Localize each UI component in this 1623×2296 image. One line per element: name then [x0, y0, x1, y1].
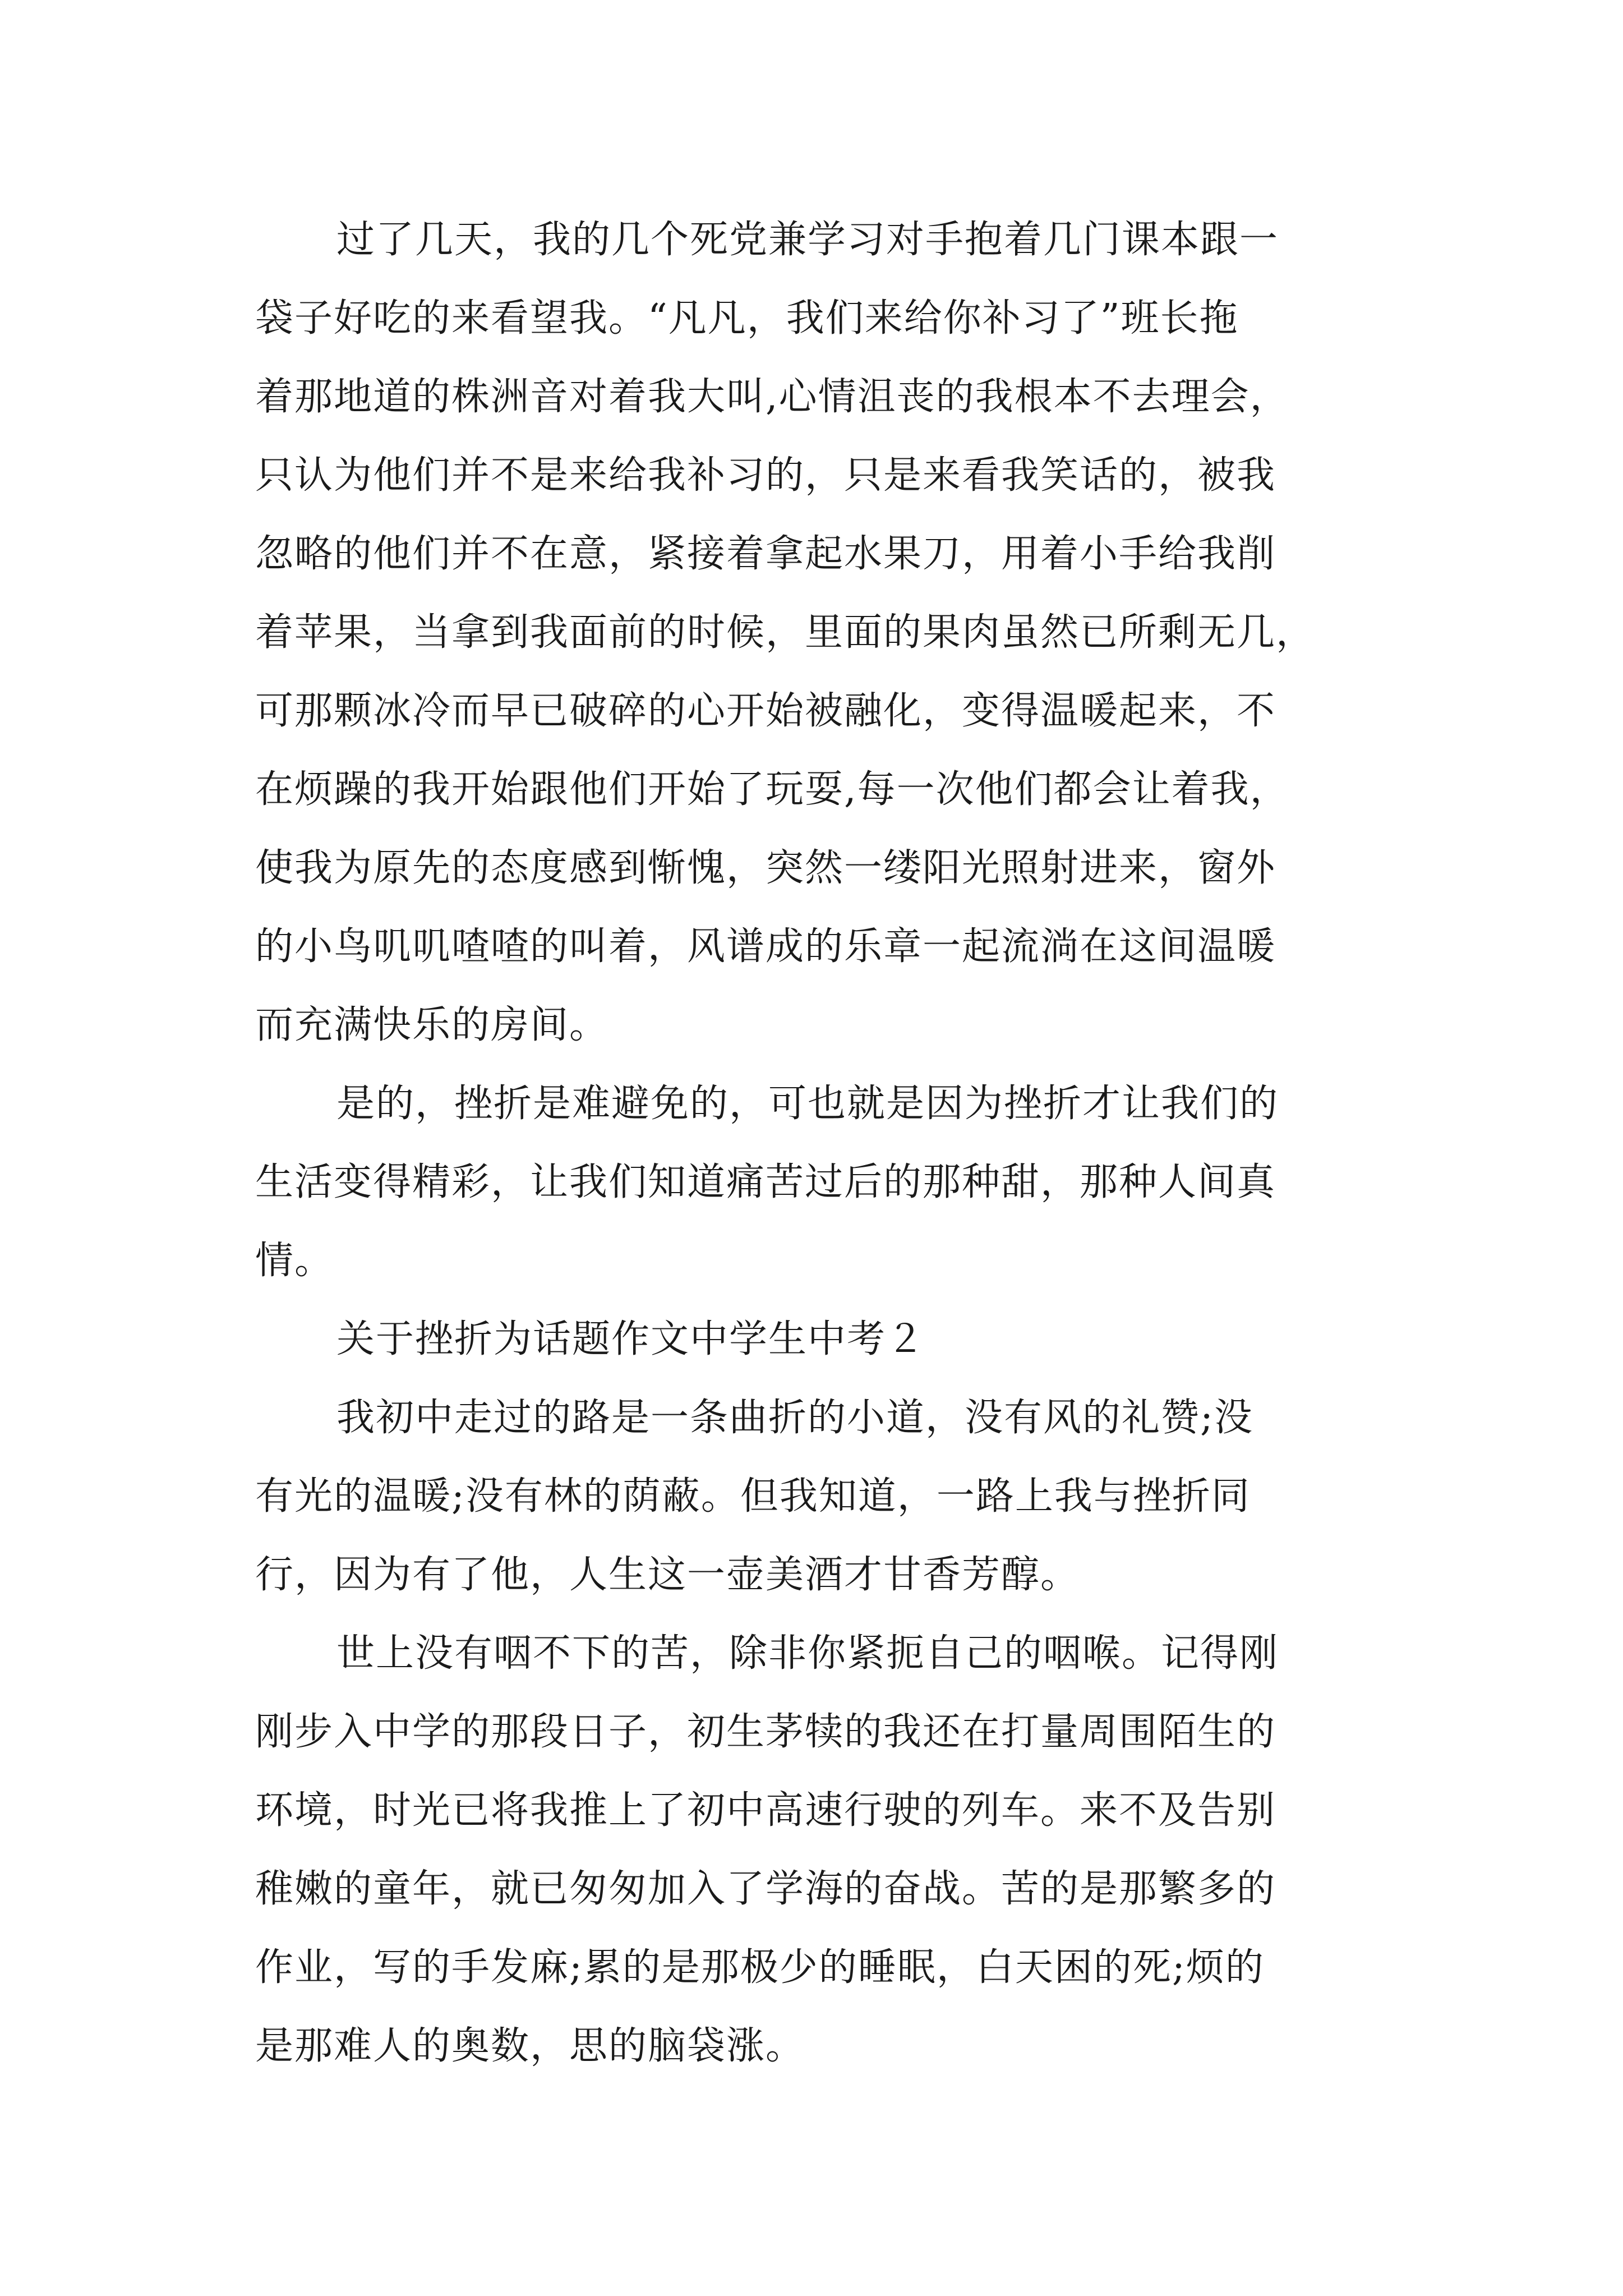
- text-line: 是的，挫折是难避免的，可也就是因为挫折才让我们的: [336, 1082, 1279, 1126]
- text-line: 使我为原先的态度感到惭愧，突然一缕阳光照射进来，窗外: [255, 846, 1276, 890]
- text-line: 是那难人的奥数，思的脑袋涨。: [255, 2024, 805, 2068]
- text-line: 我初中走过的路是一条曲折的小道，没有风的礼赞;没: [336, 1396, 1253, 1440]
- text-line: 而充满快乐的房间。: [255, 1003, 609, 1047]
- section-heading: 关于挫折为话题作文中学生中考２: [336, 1317, 926, 1361]
- text-line: 只认为他们并不是来给我补习的，只是来看我笑话的，被我: [255, 453, 1276, 498]
- text-line: 世上没有咽不下的苦，除非你紧扼自己的咽喉。记得刚: [336, 1631, 1279, 1676]
- text-line: 刚步入中学的那段日子，初生茅犊的我还在打量周围陌生的: [255, 1710, 1276, 1754]
- text-line: 有光的温暖;没有林的荫蔽。但我知道，一路上我与挫折同: [255, 1474, 1251, 1519]
- text-line: 作业，写的手发麻;累的是那极少的睡眠，白天困的死;烦的: [255, 1945, 1265, 1990]
- text-line: 环境，时光已将我推上了初中高速行驶的列车。来不及告别: [255, 1788, 1276, 1833]
- text-line: 行，因为有了他，人生这一壶美酒才甘香芳醇。: [255, 1553, 1080, 1597]
- text-line: 过了几天，我的几个死党兼学习对手抱着几门课本跟一: [336, 218, 1279, 262]
- text-line: 情。: [255, 1239, 334, 1283]
- text-line: 着苹果，当拿到我面前的时候，里面的果肉虽然已所剩无几，: [255, 610, 1316, 655]
- text-line: 在烦躁的我开始跟他们开始了玩耍,每一次他们都会让着我，: [255, 767, 1289, 812]
- text-line: 袋子好吃的来看望我。“凡凡，我们来给你补习了”班长拖: [255, 296, 1239, 341]
- text-line: 可那颗冰冷而早已破碎的心开始被融化，变得温暖起来，不: [255, 689, 1276, 733]
- text-line: 着那地道的株洲音对着我大叫,心情沮丧的我根本不去理会，: [255, 375, 1289, 419]
- text-line: 生活变得精彩，让我们知道痛苦过后的那种甜，那种人间真: [255, 1160, 1276, 1204]
- text-line: 稚嫩的童年，就已匆匆加入了学海的奋战。苦的是那繁多的: [255, 1867, 1276, 1911]
- text-line: 忽略的他们并不在意，紧接着拿起水果刀，用着小手给我削: [255, 532, 1276, 576]
- text-line: 的小鸟叽叽喳喳的叫着，风谱成的乐章一起流淌在这间温暖: [255, 924, 1276, 969]
